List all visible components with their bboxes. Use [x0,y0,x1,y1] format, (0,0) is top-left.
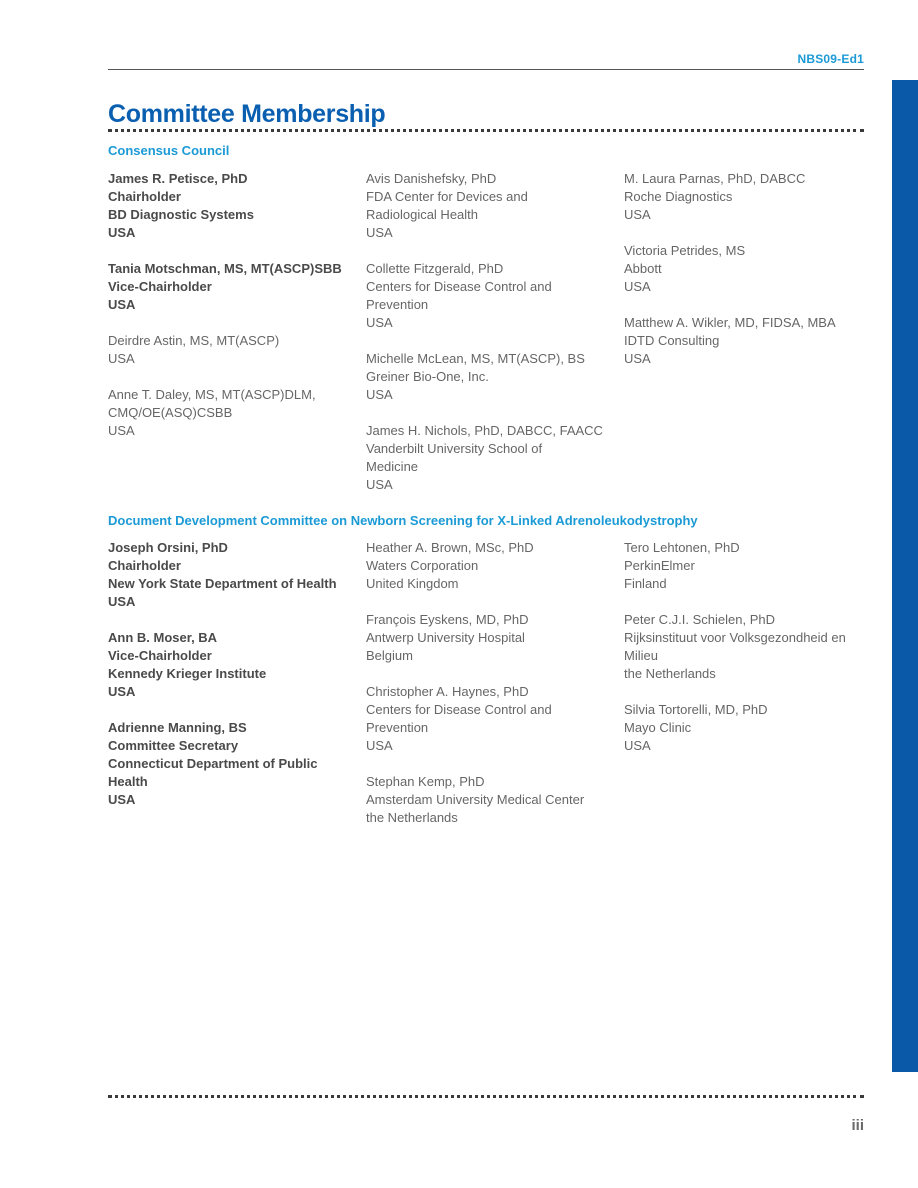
member-detail: Amsterdam University Medical Center [366,792,585,807]
member-name: Silvia Tortorelli, MD, PhD [624,702,768,717]
member-name: Heather A. Brown, MSc, PhD [366,540,534,555]
member-detail: USA [108,351,135,366]
member-name: Stephan Kemp, PhD [366,774,485,789]
member-detail: USA [624,351,651,366]
member-name: Tero Lehtonen, PhD [624,540,740,555]
member-detail: FDA Center for Devices and [366,189,528,204]
member-detail: USA [366,225,393,240]
consensus-council-members [108,170,868,512]
member-detail: United Kingdom [366,576,459,591]
member-name: Christopher A. Haynes, PhD [366,684,529,699]
member-detail: Chairholder [108,189,181,204]
member-entry [624,701,864,755]
page-title: Committee Membership [108,100,386,128]
member-detail: Prevention [366,297,429,312]
member-name: James H. Nichols, PhD, DABCC, FAACC [366,423,603,438]
member-detail: Mayo Clinic [624,720,692,735]
member-detail: Kennedy Krieger Institute [108,666,267,681]
member-detail: Roche Diagnostics [624,189,733,204]
member-detail: USA [108,297,136,312]
member-detail: Vice-Chairholder [108,648,212,663]
member-detail: USA [366,315,393,330]
member-detail: IDTD Consulting [624,333,720,348]
member-entry [108,629,362,701]
member-column [108,539,366,845]
member-detail: BD Diagnostic Systems [108,207,254,222]
member-detail: New York State Department of Health [108,576,337,591]
header-rule [108,69,864,70]
member-detail: USA [108,594,136,609]
member-detail: USA [108,423,135,438]
member-entry [108,260,362,314]
member-detail: Centers for Disease Control and [366,702,552,717]
member-detail: USA [108,792,136,807]
member-name: M. Laura Parnas, PhD, DABCC [624,171,806,186]
member-name: Deirdre Astin, MS, MT(ASCP) [108,333,280,348]
member-detail: the Netherlands [624,666,716,681]
member-detail: Finland [624,576,667,591]
member-column [624,170,868,512]
member-entry [366,611,620,665]
section-title-document-development-committee: Document Development Committee on Newborn Screening for X-Linked Adrenoleukodystrophy [108,513,698,528]
member-detail: CMQ/OE(ASQ)CSBB [108,405,233,420]
member-detail: Chairholder [108,558,181,573]
member-detail: Vanderbilt University School of [366,441,543,456]
side-tab-bar [892,80,918,1072]
member-entry [366,683,620,755]
member-detail: USA [108,225,136,240]
member-entry [366,422,620,494]
member-name: Victoria Petrides, MS [624,243,746,258]
member-entry [366,539,620,593]
member-name: Ann B. Moser, BA [108,630,218,645]
member-detail: PerkinElmer [624,558,695,573]
member-name: Anne T. Daley, MS, MT(ASCP)DLM, [108,387,316,402]
member-entry [624,314,864,368]
section-title-consensus-council: Consensus Council [108,143,230,158]
member-detail: Medicine [366,459,419,474]
member-detail: Greiner Bio-One, Inc. [366,369,489,384]
member-detail: USA [624,738,651,753]
member-detail: USA [624,279,651,294]
document-id: NBS09-Ed1 [797,52,864,66]
member-name: Tania Motschman, MS, MT(ASCP)SBB [108,261,342,276]
member-detail: USA [366,477,393,492]
member-name: Peter C.J.I. Schielen, PhD [624,612,776,627]
member-column [108,170,366,512]
member-entry [624,611,864,683]
member-detail: Radiological Health [366,207,479,222]
member-entry [366,773,620,827]
member-entry [108,332,362,368]
member-detail: Waters Corporation [366,558,479,573]
member-column [366,170,624,512]
footer-dotted-rule [108,1095,864,1098]
member-name: Collette Fitzgerald, PhD [366,261,504,276]
member-name: Adrienne Manning, BS [108,720,247,735]
member-detail: USA [624,207,651,222]
member-entry [366,350,620,404]
member-detail: Abbott [624,261,662,276]
member-name: Avis Danishefsky, PhD [366,171,497,186]
member-entry [366,260,620,332]
member-detail: Milieu [624,648,658,663]
member-entry [108,539,362,611]
member-name: James R. Petisce, PhD [108,171,248,186]
page-number: iii [851,1117,864,1134]
title-dotted-rule [108,129,864,132]
member-column [624,539,868,845]
member-entry [108,719,362,809]
member-detail: Committee Secretary [108,738,239,753]
member-entry [366,170,620,242]
member-name: Joseph Orsini, PhD [108,540,228,555]
member-detail: Health [108,774,148,789]
member-detail: Rijksinstituut voor Volksgezondheid en [624,630,846,645]
member-detail: Antwerp University Hospital [366,630,525,645]
member-name: Matthew A. Wikler, MD, FIDSA, MBA [624,315,836,330]
member-entry [624,539,864,593]
member-name: Michelle McLean, MS, MT(ASCP), BS [366,351,585,366]
member-entry [108,386,362,440]
member-name: François Eyskens, MD, PhD [366,612,529,627]
member-detail: Connecticut Department of Public [108,756,318,771]
member-entry [624,170,864,224]
member-detail: the Netherlands [366,810,458,825]
member-detail: Centers for Disease Control and [366,279,552,294]
member-column [366,539,624,845]
member-detail: USA [366,387,393,402]
member-entry [108,170,362,242]
document-development-committee-members [108,539,868,845]
member-detail: Prevention [366,720,429,735]
member-detail: Vice-Chairholder [108,279,212,294]
member-detail: USA [108,684,136,699]
member-entry [624,242,864,296]
member-detail: Belgium [366,648,413,663]
member-detail: USA [366,738,393,753]
